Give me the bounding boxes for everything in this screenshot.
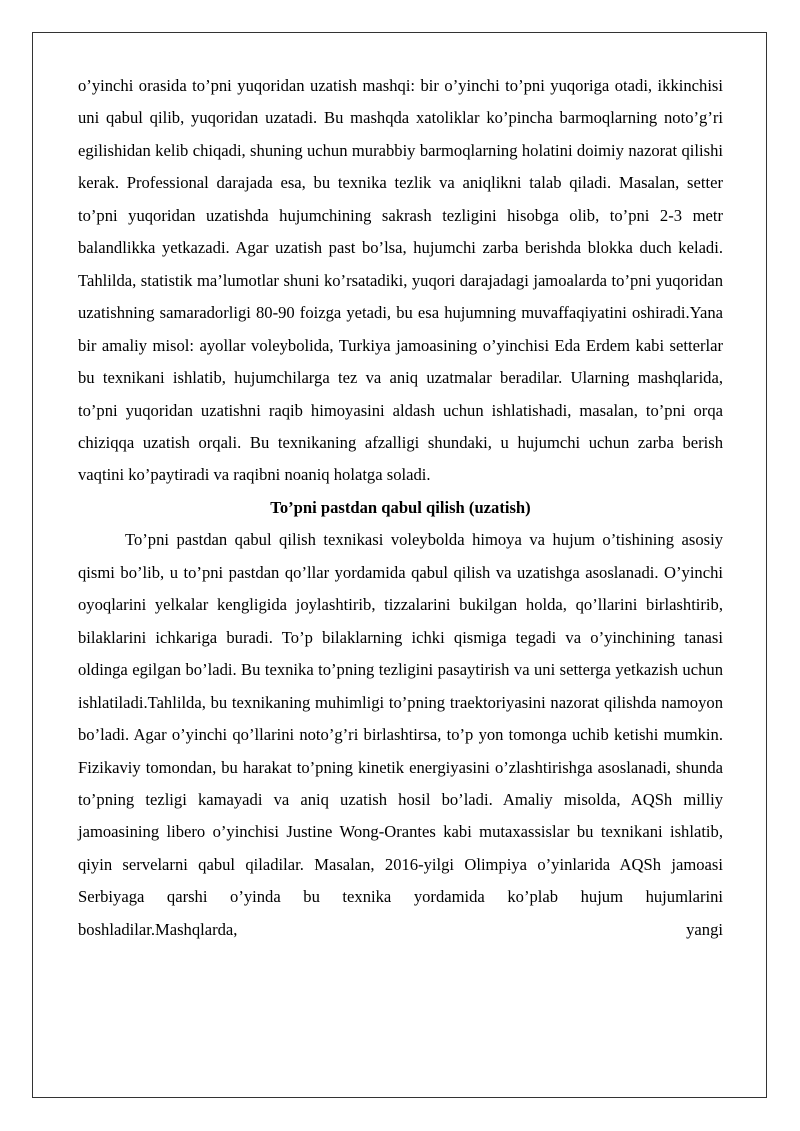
body-paragraph: o’yinchi orasida to’pni yuqoridan uzatish mashqi: bir o’yinchi to’pni yuqoriga otadi, ikkinchisi uni qabul qilib, yuqoridan uzatadi. Bu mashqda xatoliklar ko’pincha barmoqlarning noto’g’ri egilishidan kelib chiqadi, shuning uchun murabbiy barmoqlarning holatini doimiy nazorat qilishi kerak. Professional darajada esa, bu texnika tezlik va aniqlikni talab qiladi. Masalan, setter to’pni yuqoridan uzatishda hujumchining sakrash tezligini hisobga olib, to’pni 2-3 metr balandlikka yetkazadi. Agar uzatish past bo’lsa, hujumchi zarba berishda blokka duch keladi. Tahlilda, statistik ma’lumotlar shuni ko’rsatadiki, yuqori darajadagi jamoalarda to’pni yuqoridan uzatishning samaradorligi 80-90 foizga yetadi, bu esa hujumning muvaffaqiyatini oshiradi.Yana bir amaliy misol: ayollar voleybolida, Turkiya jamoasining o’yinchisi Eda Erdem kabi setterlar bu texnikani ishlatib, hujumchilarga tez va aniq uzatmalar beradilar. Ularning mashqlarida, to’pni yuqoridan uzatishni raqib himoyasini aldash uchun ishlatishadi, masalan, to’pni orqa chiziqqa uzatish orqali. Bu texnikaning afzalligi shundaki, u hujumchi uchun zarba berish vaqtini ko’paytiradi va raqibni noaniq holatga soladi. xyxy=(78,76,723,485)
section-heading: To’pni pastdan qabul qilish (uzatish) xyxy=(270,497,531,517)
document-body xyxy=(78,70,723,946)
body-paragraph: To’pni pastdan qabul qilish texnikasi voleybolda himoya va hujum o’tishining asosiy qismi bo’lib, u to’pni pastdan qo’llar yordamida qabul qilish va uzatishga asoslanadi. O’yinchi oyoqlarini yelkalar kengligida joylashtirib, tizzalarini bukilgan holda, qo’llarini birlashtirib, bilaklarini ichkariga buradi. To’p bilaklarning ichki qismiga tegadi va o’yinchining tanasi oldinga egilgan bo’ladi. Bu texnika to’pning tezligini pasaytirish va uni setterga yetkazish uchun ishlatiladi.Tahlilda, bu texnikaning muhimligi to’pning traektoriyasini nazorat qilishda namoyon bo’ladi. Agar o’yinchi qo’llarini noto’g’ri birlashtirsa, to’p yon tomonga uchib ketishi mumkin. Fizikaviy tomondan, bu harakat to’pning kinetik energiyasini o’zlashtirishga asoslanadi, shunda to’pning tezligi kamayadi va aniq uzatish hosil bo’ladi. Amaliy misolda, AQSh milliy jamoasining libero o’yinchisi Justine Wong-Orantes kabi mutaxassislar bu texnikani ishlatib, qiyin servelarni qabul qiladilar. Masalan, 2016-yilgi Olimpiya o’yinlarida AQSh jamoasi Serbiyaga qarshi o’yinda bu texnika yordamida ko’plab hujum hujumlarini boshladilar.Mashqlarda, yangi xyxy=(78,530,723,939)
